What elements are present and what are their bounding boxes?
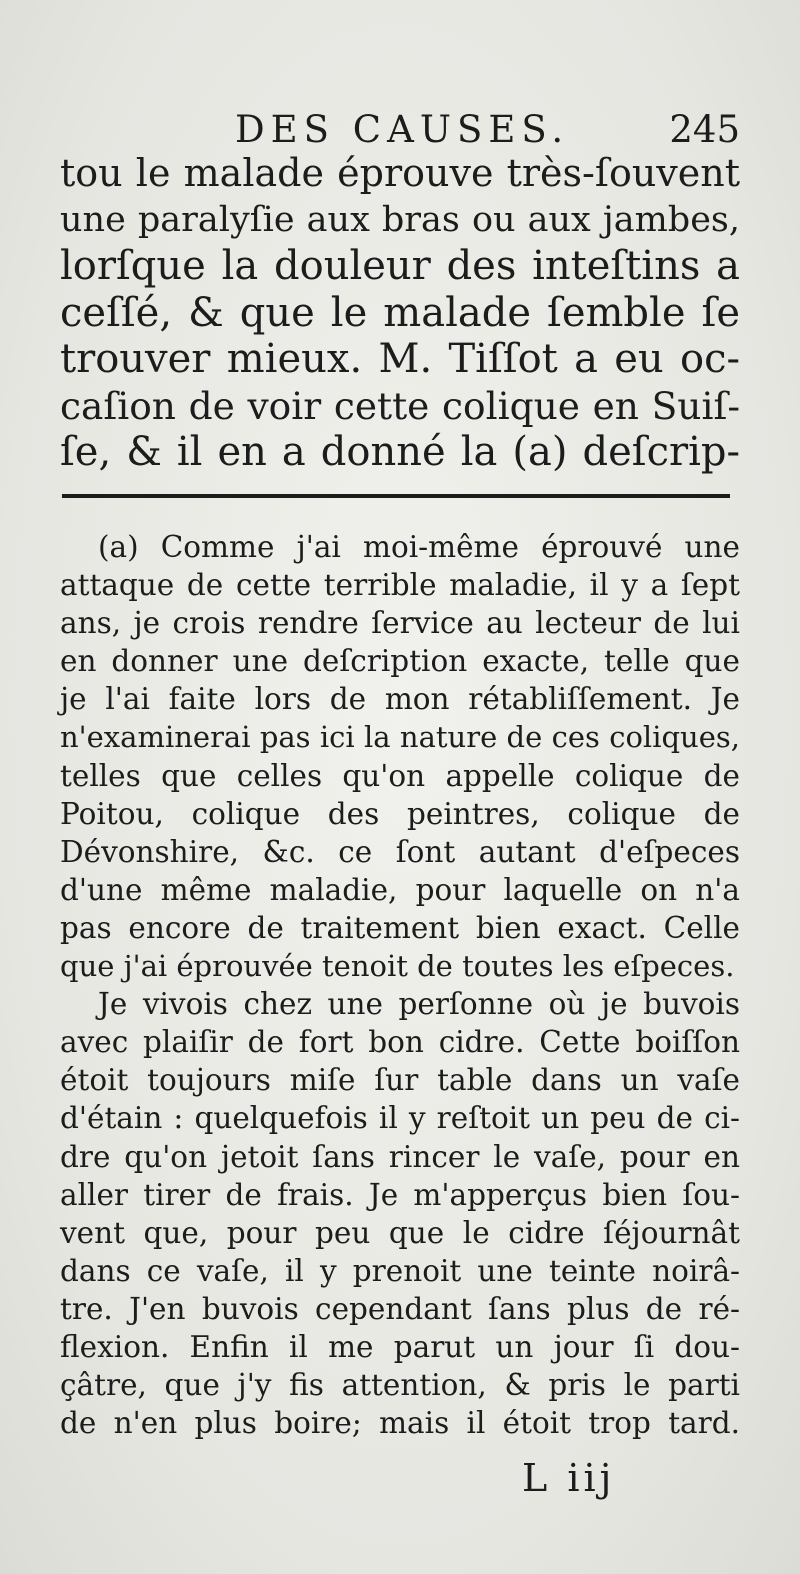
footnote-line: aller tirer de frais. Je m'apperçus bien ſou- — [60, 1177, 740, 1212]
signature-mark: L iij — [522, 1456, 616, 1500]
footnote-line: dre qu'on jetoit ſans rincer le vaſe, pour en — [60, 1139, 740, 1174]
footnote-line: tre. J'en buvois cependant ſans plus de ré- — [60, 1291, 740, 1326]
page-number: 245 — [669, 108, 740, 151]
footnote-line: d'une même maladie, pour laquelle on n'a — [60, 872, 740, 907]
footnote-line: en donner une deſcription exacte, telle que — [60, 644, 740, 679]
footnote-line: vent que, pour peu que le cidre ſéjournât — [60, 1215, 740, 1250]
footnote-line: de n'en plus boire; mais il étoit trop tard. — [60, 1406, 740, 1441]
footnote-line: Je vivois chez une perſonne où je buvois — [98, 987, 740, 1022]
footnote-line: avec plaiſir de fort bon cidre. Cette boiſſon — [60, 1025, 740, 1060]
footnote-line: Dévonshire, &c. ce ſont autant d'eſpeces — [60, 834, 740, 869]
footnote — [60, 528, 740, 1442]
footnote-line: pas encore de traitement bien exact. Celle — [60, 910, 740, 945]
footnote-line: (a) Comme j'ai moi-même éprouvé une — [98, 530, 740, 564]
footnote-line: n'examinerai pas ici la nature de ces coliques, — [60, 720, 740, 755]
footnote-line: étoit toujours miſe ſur table dans un vaſe — [60, 1063, 740, 1098]
text-line: lorſque la douleur des inteſtins a — [60, 243, 740, 289]
text-line: ſe, & il en a donné la (a) deſcrip- — [60, 429, 740, 475]
footnote-line: ans, je crois rendre ſervice au lecteur de lui — [60, 606, 740, 641]
footnote-line: attaque de cette terrible maladie, il y a ſept — [60, 568, 740, 603]
text-line: trouver mieux. M. Tiſſot a eu oc- — [60, 336, 740, 382]
main-text — [60, 150, 740, 476]
footnote-line: flexion. Enfin il me parut un jour ſi dou- — [60, 1329, 740, 1364]
text-line: une paralyſie aux bras ou aux jambes, — [60, 199, 740, 240]
footnote-line: je l'ai faite lors de mon rétabliſſement. Je — [60, 682, 740, 717]
text-line: tou le malade éprouve très-ſouvent — [60, 151, 740, 195]
footnote-line: çâtre, que j'y fis attention, & pris le parti — [60, 1368, 740, 1403]
text-line: caſion de voir cette colique en Suiſ- — [60, 383, 740, 428]
footnote-line: dans ce vaſe, il y prenoit une teinte noirâ- — [60, 1253, 740, 1288]
footnote-rule — [62, 494, 730, 498]
footnote-line: que j'ai éprouvée tenoit de toutes les eſpeces. — [60, 949, 735, 984]
running-head: DES CAUSES. — [235, 108, 570, 151]
footnote-line: d'étain : quelquefois il y reſtoit un peu de ci- — [60, 1101, 740, 1136]
footnote-line: telles que celles qu'on appelle colique de — [60, 758, 740, 793]
footnote-line: Poitou, colique des peintres, colique de — [60, 796, 740, 831]
text-line: ceſſé, & que le malade ſemble ſe — [60, 289, 740, 336]
